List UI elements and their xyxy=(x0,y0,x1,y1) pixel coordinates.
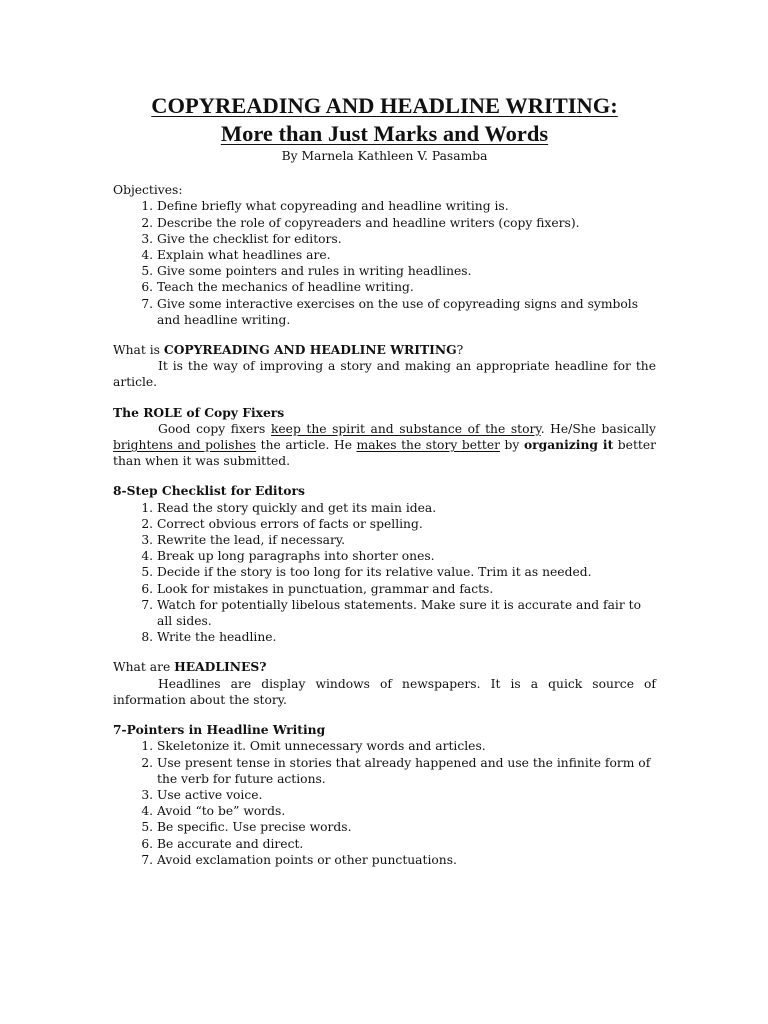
list-item: 5. Give some pointers and rules in writing headlines. xyxy=(157,263,656,279)
list-item: 4. Break up long paragraphs into shorter ones. xyxy=(157,548,656,564)
list-item: 6. Be accurate and direct. xyxy=(157,836,656,852)
question-bold: HEADLINES? xyxy=(174,659,267,675)
pointers-heading: 7-Pointers in Headline Writing xyxy=(113,722,326,738)
question-prefix: What is xyxy=(113,343,164,358)
list-item: 2. Use present tense in stories that already happened and use the infinite form of the verb for future actions. xyxy=(157,755,656,787)
list-item: 3. Rewrite the lead, if necessary. xyxy=(157,532,656,548)
list-item: 7. Give some interactive exercises on the use of copyreading signs and symbols and headline writing. xyxy=(157,296,656,328)
title-line-2: More than Just Marks and Words xyxy=(220,121,549,146)
role-text: better than when it was submitted. xyxy=(113,438,656,469)
author-byline: By Marnela Kathleen V. Pasamba xyxy=(281,149,488,163)
role-text: the article. He xyxy=(256,438,357,453)
question-suffix: ? xyxy=(456,343,464,358)
headlines-answer: Headlines are display windows of newspapers. It is a quick source of information about the story. xyxy=(113,676,656,707)
role-text: . He/She basically xyxy=(540,421,656,436)
role-paragraph xyxy=(113,421,656,470)
list-item: 1. Read the story quickly and get its main idea. xyxy=(157,500,656,516)
role-underline: keep the spirit and substance of the story xyxy=(270,421,541,436)
question-prefix: What are xyxy=(113,660,175,675)
list-item: 2. Describe the role of copyreaders and headline writers (copy fixers). xyxy=(157,215,656,231)
list-item: 6. Teach the mechanics of headline writing. xyxy=(157,279,656,295)
role-heading: The ROLE of Copy Fixers xyxy=(113,404,285,420)
list-item: 3. Give the checklist for editors. xyxy=(157,231,656,247)
list-item: 4. Explain what headlines are. xyxy=(157,247,656,263)
what-is-question xyxy=(113,342,656,358)
list-item: 5. Be specific. Use precise words. xyxy=(157,819,656,835)
role-bold: organizing it xyxy=(523,437,614,453)
list-item: 1. Skeletonize it. Omit unnecessary words and articles. xyxy=(157,738,656,754)
role-text: by xyxy=(500,438,524,453)
list-item: 3. Use active voice. xyxy=(157,787,656,803)
spacer xyxy=(113,328,656,342)
role-text: Good copy fixers xyxy=(158,421,271,436)
spacer xyxy=(113,708,656,722)
question-bold: COPYREADING AND HEADLINE WRITING xyxy=(163,342,457,358)
list-item: 1. Define briefly what copyreading and headline writing is. xyxy=(157,198,656,214)
title-line-1: COPYREADING AND HEADLINE WRITING: xyxy=(151,93,618,118)
role-underline: makes the story better xyxy=(356,438,501,453)
list-item: 5. Decide if the story is too long for its relative value. Trim it as needed. xyxy=(157,564,656,580)
checklist-list xyxy=(113,500,656,646)
list-item: 4. Avoid “to be” words. xyxy=(157,803,656,819)
what-is-answer: It is the way of improving a story and making an appropriate headline for the article. xyxy=(113,359,656,390)
list-item: 8. Write the headline. xyxy=(157,629,656,645)
spacer xyxy=(113,645,656,659)
list-item: 7. Watch for potentially libelous statements. Make sure it is accurate and fair to all sides. xyxy=(157,597,656,629)
spacer xyxy=(113,469,656,483)
spacer xyxy=(113,391,656,405)
checklist-heading: 8-Step Checklist for Editors xyxy=(113,483,305,499)
headlines-question xyxy=(113,659,656,675)
list-item: 6. Look for mistakes in punctuation, grammar and facts. xyxy=(157,581,656,597)
list-item: 7. Avoid exclamation points or other punctuations. xyxy=(157,852,656,868)
document-body xyxy=(113,92,656,868)
objectives-list xyxy=(113,198,656,328)
list-item: 2. Correct obvious errors of facts or spelling. xyxy=(157,516,656,532)
role-underline: brightens and polishes xyxy=(113,438,257,453)
objectives-label: Objectives: xyxy=(113,183,183,198)
document-title xyxy=(113,92,656,148)
pointers-list xyxy=(113,738,656,868)
